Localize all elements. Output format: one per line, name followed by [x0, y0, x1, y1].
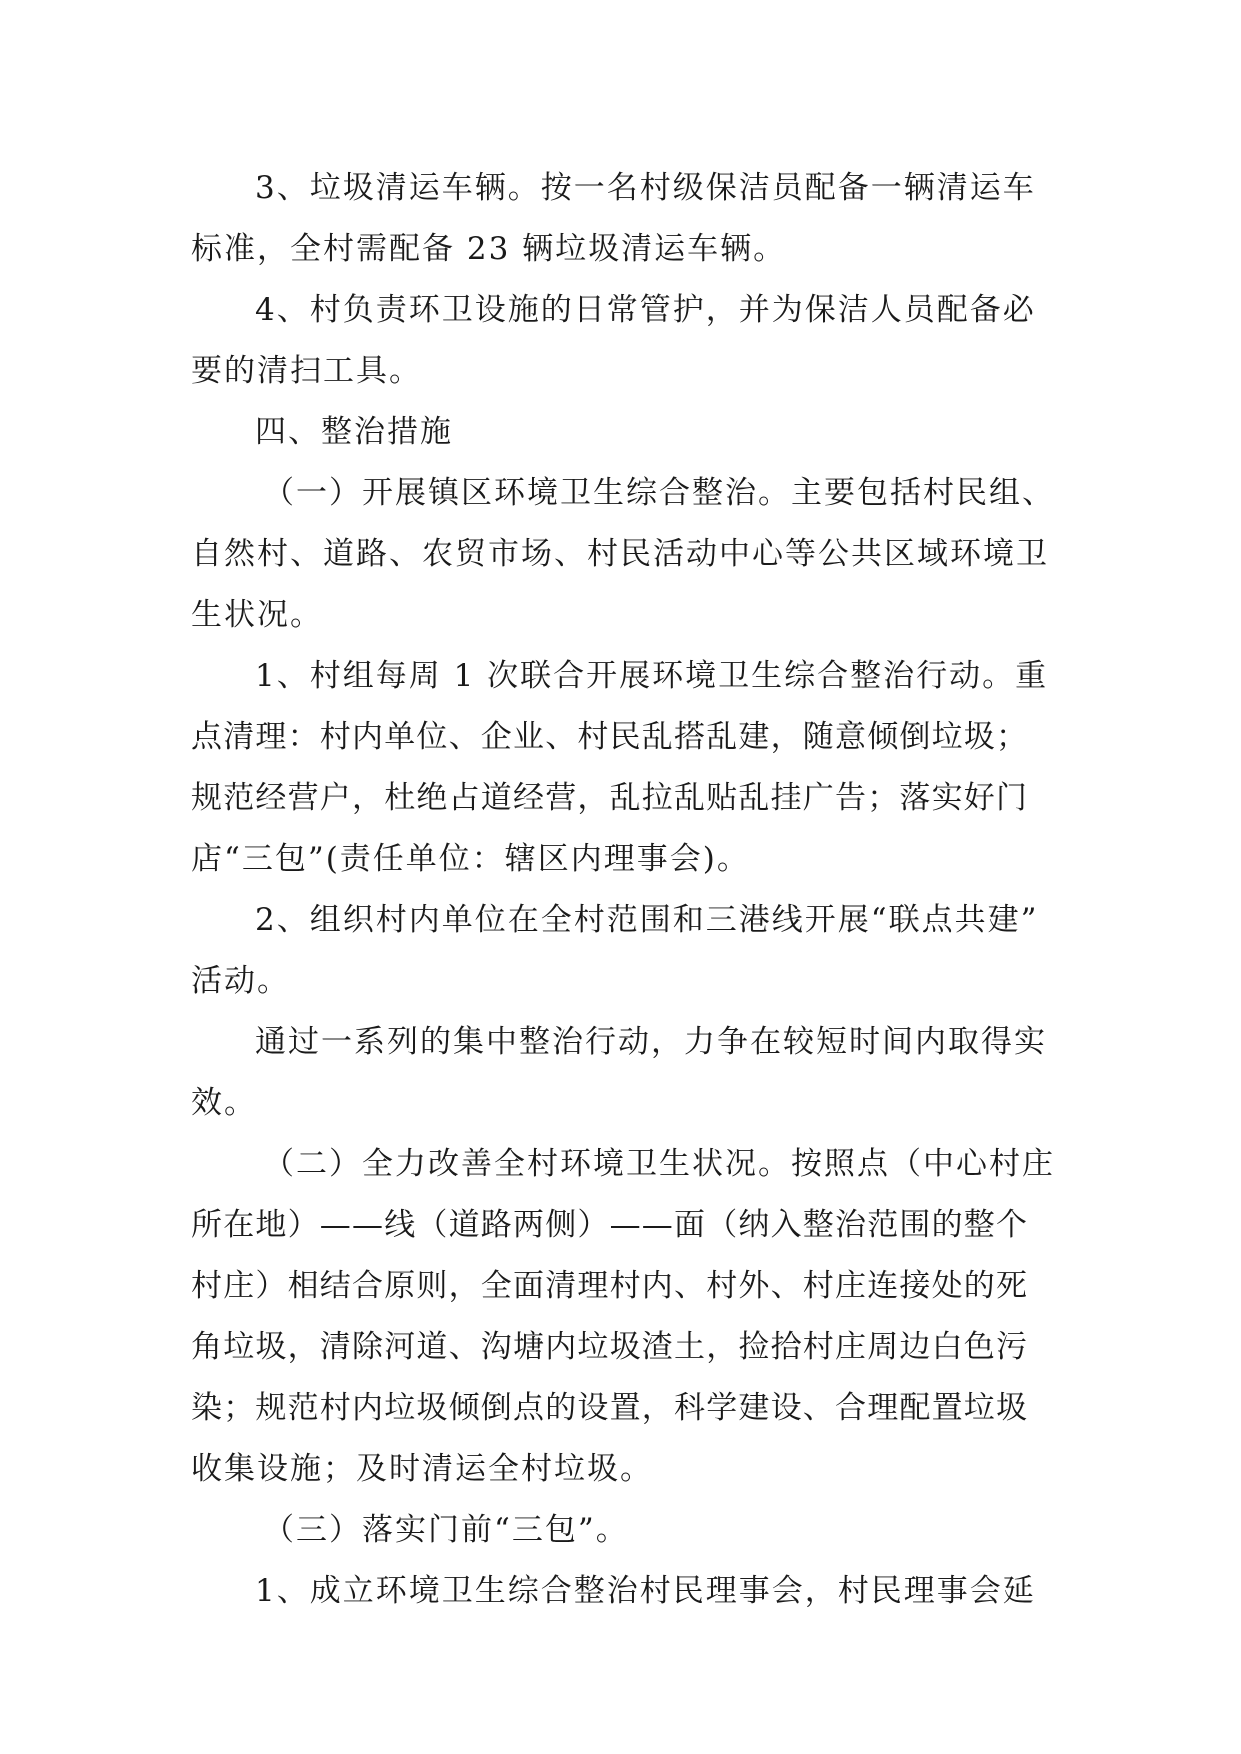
- text-line: 规范经营户，杜绝占道经营，乱拉乱贴乱挂广告；落实好门: [191, 780, 1029, 816]
- text-line: 店“三包”(责任单位：辖区内理事会)。: [191, 841, 750, 877]
- paragraph-subsection-3: [191, 1500, 1049, 1561]
- paragraph-subsection-1-item-1: [191, 646, 1049, 890]
- text-line: （三）落实门前“三包”。: [263, 1512, 629, 1548]
- text-line: 角垃圾，清除河道、沟塘内垃圾渣土，捡拾村庄周边白色污: [191, 1329, 1029, 1365]
- text-line: 2、组织村内单位在全村范围和三港线开展“联点共建”: [255, 902, 1039, 938]
- text-line: 活动。: [191, 963, 290, 999]
- paragraph-subsection-3-item-1: [191, 1561, 1049, 1622]
- paragraph-subsection-1-item-2: [191, 890, 1049, 1012]
- text-line: 生状况。: [191, 597, 323, 633]
- text-line: 通过一系列的集中整治行动，力争在较短时间内取得实: [255, 1024, 1047, 1060]
- text-line: 点清理：村内单位、企业、村民乱搭乱建，随意倾倒垃圾；: [191, 719, 1029, 755]
- text-line: 收集设施；及时清运全村垃圾。: [191, 1451, 653, 1487]
- text-line: 1、成立环境卫生综合整治村民理事会，村民理事会延: [255, 1573, 1036, 1609]
- paragraph-subsection-2: [191, 1134, 1055, 1500]
- text-line: 3、垃圾清运车辆。按一名村级保洁员配备一辆清运车: [255, 170, 1036, 206]
- text-line: （一）开展镇区环境卫生综合整治。主要包括村民组、: [263, 475, 1055, 511]
- text-line: 标准，全村需配备 23 辆垃圾清运车辆。: [191, 231, 787, 267]
- text-line: 要的清扫工具。: [191, 353, 422, 389]
- text-line: 自然村、道路、农贸市场、村民活动中心等公共区域环境卫: [191, 536, 1049, 572]
- paragraph-subsection-1-summary: [191, 1012, 1049, 1134]
- document-body: [191, 158, 1055, 1622]
- section-heading: [191, 402, 1049, 463]
- text-line: 村庄）相结合原则，全面清理村内、村外、村庄连接处的死: [191, 1268, 1029, 1304]
- text-line: 所在地）——线（道路两侧）——面（纳入整治范围的整个: [191, 1207, 1029, 1243]
- section-heading-text: 四、整治措施: [255, 414, 453, 450]
- text-line: 4、村负责环卫设施的日常管护，并为保洁人员配备必: [255, 292, 1036, 328]
- paragraph-item-4-maintenance: [191, 280, 1049, 402]
- paragraph-item-3-vehicles: [191, 158, 1049, 280]
- paragraph-subsection-1: [191, 463, 1055, 646]
- text-line: （二）全力改善全村环境卫生状况。按照点（中心村庄: [263, 1146, 1055, 1182]
- text-line: 效。: [191, 1085, 257, 1121]
- text-line: 1、村组每周 1 次联合开展环境卫生综合整治行动。重: [255, 658, 1049, 694]
- text-line: 染；规范村内垃圾倾倒点的设置，科学建设、合理配置垃圾: [191, 1390, 1029, 1426]
